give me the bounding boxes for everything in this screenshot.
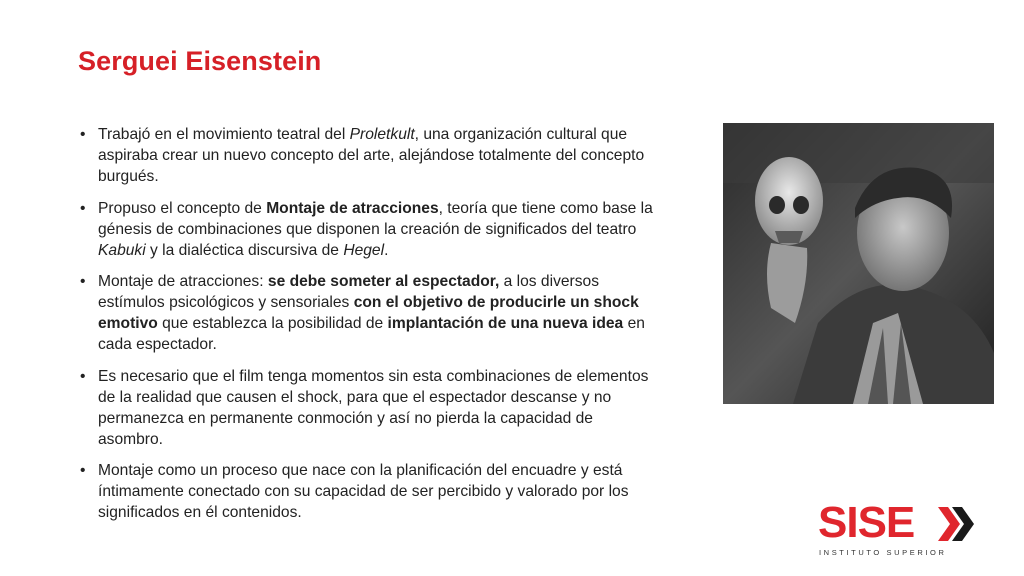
bullet-text: implantación de una nueva idea xyxy=(387,315,624,332)
bullet-item xyxy=(78,271,658,355)
slide-title: Serguei Eisenstein xyxy=(78,46,322,76)
bullet-text: , teoría que tiene como base la génesis de combinaciones que disponen la creación de significados del teatro xyxy=(98,199,653,238)
bullet-text: se debe someter al espectador, xyxy=(267,273,500,290)
bullet-text: Trabajó en el movimiento teatral del xyxy=(98,126,350,143)
bullet-text: Propuso el concepto de xyxy=(98,199,267,217)
bullet-item xyxy=(78,366,658,450)
bullet-text: Montaje de atracciones: xyxy=(98,273,268,290)
bullet-text: , una organización cultural que aspiraba crear un nuevo concepto del arte, alejándose totalmente del concepto burgués. xyxy=(98,126,645,185)
bullet-text: que establezca la posibilidad de xyxy=(157,315,388,332)
bullet-text: Proletkult xyxy=(349,126,415,143)
bullet-text: Montaje de atracciones xyxy=(266,199,439,217)
bullet-item xyxy=(78,460,658,523)
bullet-text: Kabuki xyxy=(98,241,146,259)
logo-subtitle: INSTITUTO SUPERIOR xyxy=(819,548,947,557)
bullet-text: Hegel xyxy=(343,241,385,259)
bullet-text: con el objetivo de producirle un shock emotivo xyxy=(98,294,639,332)
portrait-photo xyxy=(723,123,994,404)
bullet-item xyxy=(78,198,658,261)
bullet-text: . xyxy=(384,241,389,259)
sise-logo xyxy=(818,498,978,559)
bullet-text: Montaje como un proceso que nace con la planificación del encuadre y está íntimamente conectado con su capacidad de ser percibido y valorado por los significados en él contenidos. xyxy=(98,462,629,521)
logo-wordmark: SISE xyxy=(818,498,915,547)
double-chevron-icon xyxy=(938,507,974,541)
bullet-list xyxy=(78,124,658,534)
bullet-text: a los diversos estímulos psicológicos y sensoriales xyxy=(98,273,599,311)
bullet-item xyxy=(78,124,658,187)
bullet-text: en cada espectador. xyxy=(98,315,645,353)
bullet-text: y la dialéctica discursiva de xyxy=(145,241,344,259)
bullet-text: Es necesario que el film tenga momentos sin esta combinaciones de elementos de la realidad que causen el shock, para que el espectador descanse y no permanezca en permanente conmoción y así no pierda la capacidad de asombro. xyxy=(98,367,649,448)
